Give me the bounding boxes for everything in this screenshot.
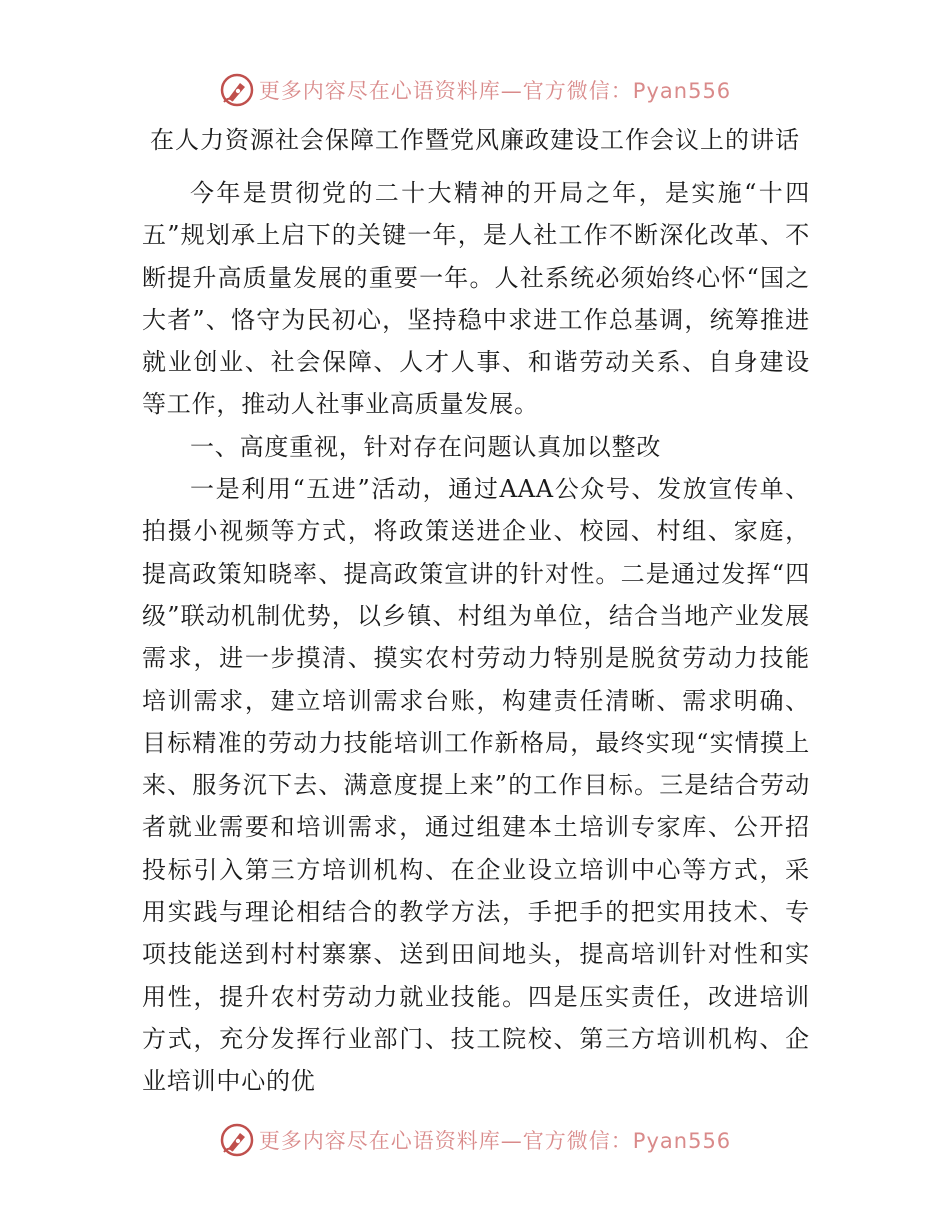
pen-nib-circle-logo-icon [219,72,255,108]
document-title: 在人力资源社会保障工作暨党风廉政建设工作会议上的讲话 [150,126,800,154]
watermark-text: 更多内容尽在心语资料库—官方微信：Pyan556 [258,1129,732,1153]
pen-nib-circle-logo-icon [219,1122,255,1158]
watermark-banner-bottom [0,1120,950,1160]
paragraph-intro: 今年是贯彻党的二十大精神的开局之年，是实施“十四五”规划承上启下的关键一年，是人社工作不断深化改革、不断提升高质量发展的重要一年。人社系统必须始终心怀“国之大者”、恪守为民初心，坚持稳中求进工作总基调，统筹推进就业创业、社会保障、人才人事、和谐劳动关系、自身建设等工作，推动人社事业高质量发展。 [142,179,810,419]
watermark-text: 更多内容尽在心语资料库—官方微信：Pyan556 [258,79,732,103]
document-body [142,172,810,1103]
section-heading: 一、高度重视，针对存在问题认真加以整改 [190,432,662,461]
paragraph-measures: 一是利用“五进”活动，通过AAA公众号、发放宣传单、拍摄小视频等方式，将政策送进企业、校园、村组、家庭，提高政策知晓率、提高政策宣讲的针对性。二是通过发挥“四级”联动机制优势，以乡镇、村组为单位，结合当地产业发展需求，进一步摸清、摸实农村劳动力特别是脱贫劳动力技能培训需求，建立培训需求台账，构建责任清晰、需求明确、目标精准的劳动力技能培训工作新格局，最终实现“实情摸上来、服务沉下去、满意度提上来”的工作目标。三是结合劳动者就业需要和培训需求，通过组建本土培训专家库、公开招投标引入第三方培训机构、在企业设立培训中心等方式，采用实践与理论相结合的教学方法，手把手的把实用技术、专项技能送到村村寨寨、送到田间地头，提高培训针对性和实用性，提升农村劳动力就业技能。四是压实责任，改进培训方式，充分发挥行业部门、技工院校、第三方培训机构、企业培训中心的优 [142,475,810,1096]
watermark-banner-top [0,70,950,110]
